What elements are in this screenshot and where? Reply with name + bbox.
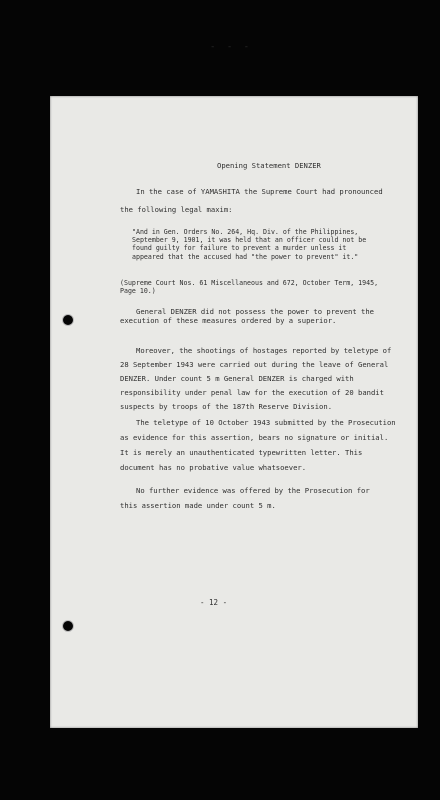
text-line: In the case of YAMASHITA the Supreme Court had pronounced: [136, 187, 383, 196]
paragraph-yamashita: [120, 188, 408, 197]
punch-hole: [62, 620, 74, 632]
paragraph-yamashita-continued: [120, 206, 408, 215]
paragraph-power: [120, 308, 408, 325]
punch-hole: [62, 314, 74, 326]
citation: [120, 279, 379, 296]
paragraph-hostages: [120, 344, 408, 414]
paragraph-no-evidence: [120, 483, 408, 513]
text-line: It is merely an unauthenticated typewritten letter. This: [120, 448, 363, 458]
text-line: as evidence for this assertion, bears no signature or initial.: [120, 433, 389, 443]
legal-quote: [132, 228, 390, 261]
text-line: DENZER. Under count 5 m General DENZER is charged with: [120, 374, 354, 384]
document-page: [50, 96, 418, 728]
text-line: 28 September 1943 were carried out during the leave of General: [120, 360, 389, 370]
text-line: document has no probative value whatsoever.: [120, 463, 307, 473]
text-line: appeared that the accused had "the power to prevent" it.": [132, 252, 359, 261]
text-line: Page 10.): [120, 286, 156, 295]
text-line: The teletype of 10 October 1943 submitted by the Prosecution: [136, 418, 396, 427]
document-title: Opening Statement DENZER: [217, 161, 321, 170]
text-line: General DENZER did not possess the power to prevent the: [136, 307, 374, 316]
text-line: the following legal maxim:: [120, 205, 233, 214]
text-line: this assertion made under count 5 m.: [120, 501, 276, 511]
frame-label: - - -: [210, 42, 253, 52]
text-line: No further evidence was offered by the Prosecution for: [136, 486, 370, 495]
page-number: - 12 -: [200, 598, 228, 607]
text-line: suspects by troops of the 187th Reserve Division.: [120, 402, 333, 412]
text-line: responsibility under penal law for the execution of 20 bandit: [120, 388, 384, 398]
paragraph-teletype: [120, 415, 408, 476]
text-line: Moreover, the shootings of hostages reported by teletype of: [136, 346, 392, 355]
text-line: "And in Gen. Orders No. 264, Hq. Div. of the Philippines,: [132, 228, 359, 236]
text-line: found guilty for failure to prevent a murder unless it: [132, 244, 347, 253]
text-line: execution of these measures ordered by a superior.: [120, 315, 337, 325]
text-line: (Supreme Court Nos. 61 Miscellaneous and 672, October Term, 1945,: [120, 279, 379, 287]
text-line: September 9, 1901, it was held that an officer could not be: [132, 236, 367, 245]
